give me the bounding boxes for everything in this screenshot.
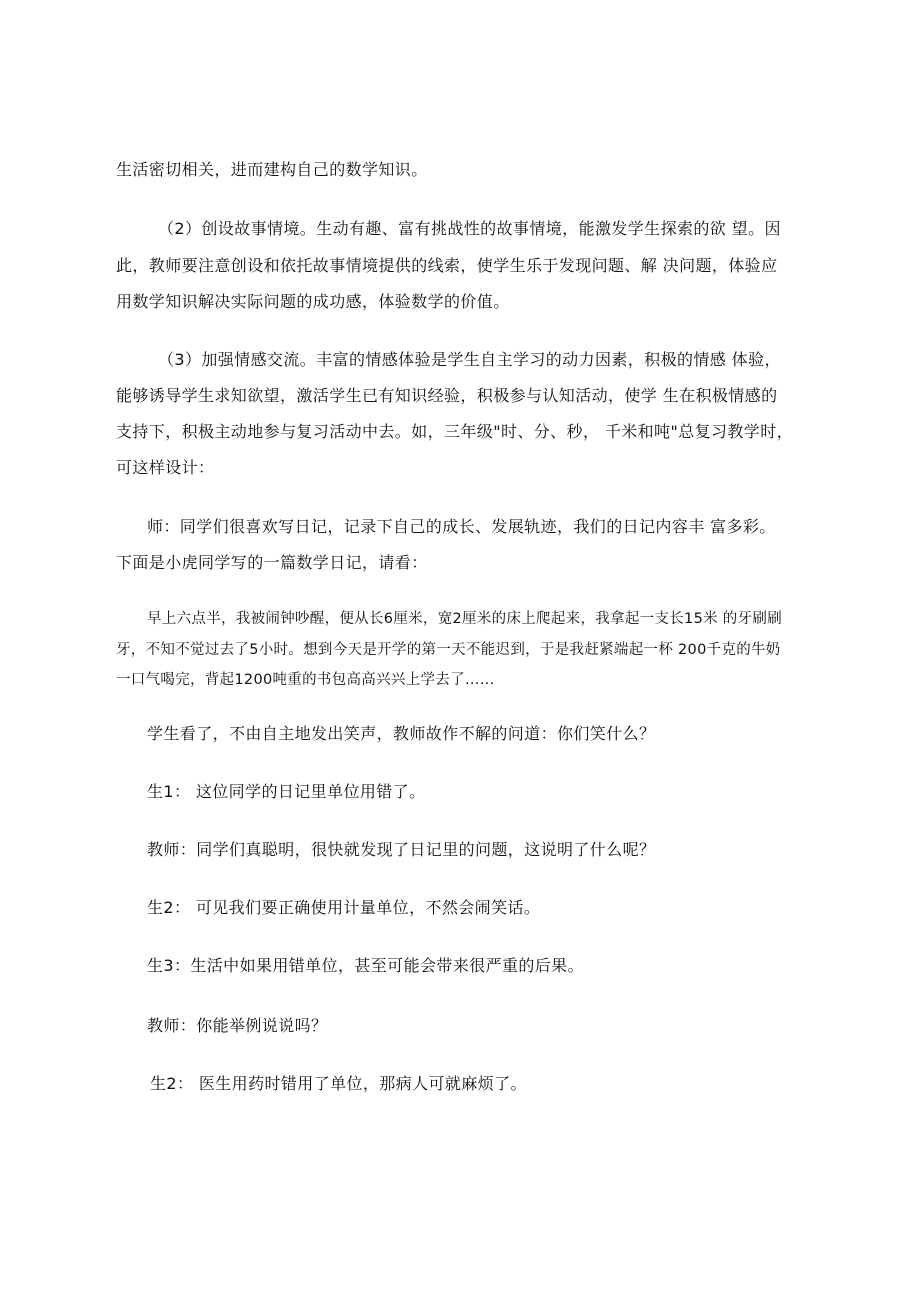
dialogue-line: 生2： 医生用药时错用了单位，那病人可就麻烦了。 xyxy=(150,1074,527,1093)
paragraph-line: 用数学知识解决实际问题的成功感，体验数学的价值。 xyxy=(116,292,510,311)
paragraph-line: 支持下，积极主动地参与复习活动中去。如，三年级"时、分、秒， 千米和吨"总复习教学时， xyxy=(116,422,794,441)
paragraph-line: 生活密切相关，进而建构自己的数学知识。 xyxy=(116,160,428,179)
dialogue-line: 生1： 这位同学的日记里单位用错了。 xyxy=(147,782,426,801)
diary-line: 早上六点半，我被闹钟吵醒，便从长6厘米，宽2厘米的床上爬起来，我拿起一支长15米 的牙刷刷 xyxy=(147,611,783,627)
dialogue-line: 生2： 可见我们要正确使用计量单位，不然会闹笑话。 xyxy=(147,898,541,917)
paragraph-line: 能够诱导学生求知欲望，激活学生已有知识经验，积极参与认知活动，使学 生在积极情感的 xyxy=(116,386,778,405)
paragraph-line: 下面是小虎同学写的一篇数学日记，请看： xyxy=(116,553,428,572)
dialogue-line: 生3：生活中如果用错单位，甚至可能会带来很严重的后果。 xyxy=(147,956,584,975)
dialogue-line: 教师：同学们真聪明，很快就发现了日记里的问题，这说明了什么呢？ xyxy=(147,840,656,859)
diary-line: 一口气喝完，背起1200吨重的书包高高兴兴上学去了…… xyxy=(116,672,495,688)
paragraph-line: 学生看了，不由自主地发出笑声，教师故作不解的问道：你们笑什么？ xyxy=(147,724,656,743)
diary-line: 牙，不知不觉过去了5小时。想到今天是开学的第一天不能迟到，于是我赶紧端起一杯 200千克的牛奶 xyxy=(116,642,781,658)
paragraph-line: （2）创设故事情境。生动有趣、富有挑战性的故事情境，能激发学生探索的欲 望。因 xyxy=(158,219,781,238)
paragraph-line: 可这样设计： xyxy=(116,458,215,477)
paragraph-line: 此，教师要注意创设和依托故事情境提供的线索，使学生乐于发现问题、解 决问题，体验应 xyxy=(116,256,778,275)
paragraph-line: 师：同学们很喜欢写日记，记录下自己的成长、发展轨迹，我们的日记内容丰 富多彩。 xyxy=(147,517,776,536)
dialogue-line: 教师：你能举例说说吗？ xyxy=(147,1016,328,1035)
paragraph-line: （3）加强情感交流。丰富的情感体验是学生自主学习的动力因素，积极的情感 体验， xyxy=(158,350,781,369)
